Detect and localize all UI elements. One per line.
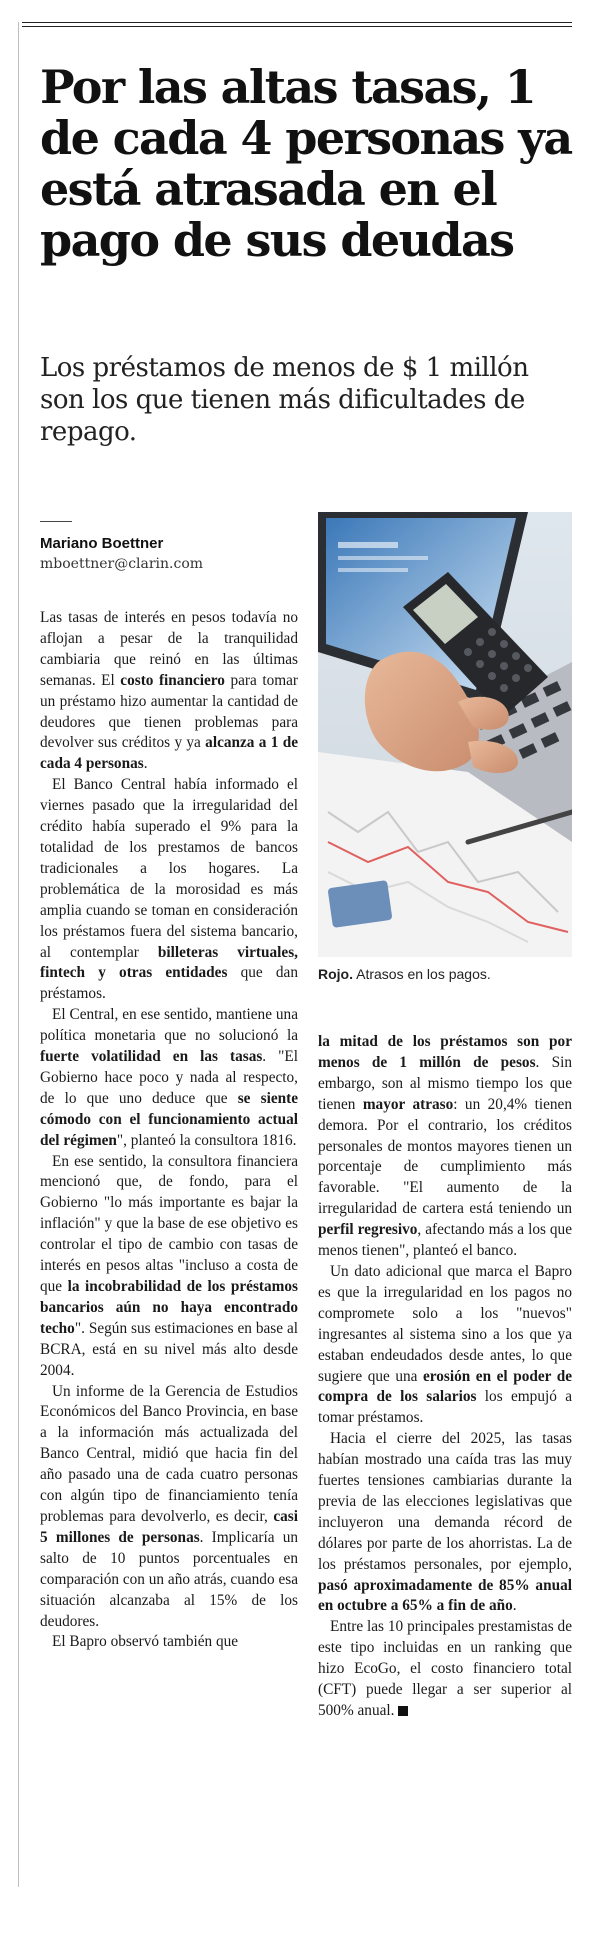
bold-text: fuerte volatilidad en las tasas (40, 1048, 263, 1066)
byline-rule (40, 521, 72, 522)
bold-text: casi 5 millones de personas (40, 1507, 298, 1546)
article-photo (318, 512, 572, 957)
bold-text: pasó aproximadamente de 85% anual en octubre a 65% a fin de año (318, 1576, 572, 1615)
text: que dan préstamos. (40, 964, 298, 1003)
text: . Sin embargo, son al mismo tiempo los que tienen (318, 1053, 572, 1113)
article-column-1 (40, 608, 298, 1653)
text: . Implicaría un salto de 10 puntos porcentuales en comparación con un año atrás, cuando esa situación alcanzaba al 15% de los deudores. (40, 1528, 299, 1630)
left-column-rule (18, 22, 19, 1887)
bold-text: erosión en el poder de compra de los salarios (318, 1367, 572, 1406)
hands-calculator-laptop-illustration (318, 512, 572, 957)
text: Entre las 10 principales prestamistas de este tipo incluidas en un ranking que hizo EcoGo, el costo financiero total (CFT) puede llegar a ser superior al 500% anual. (318, 1618, 572, 1719)
text: Las tasas de interés en pesos todavía no aflojan a pesar de la tranquilidad cambiaria que reinó en las últimas semanas. El (40, 609, 298, 689)
bold-text: se siente cómodo con el funcionamiento actual del régimen (40, 1089, 299, 1149)
author-email[interactable]: mboettner@clarin.com (40, 556, 204, 572)
text: Un informe de la Gerencia de Estudios Económicos del Banco Provincia, en base a la información más actualizada del Banco Central, midió que hacia fin del año pasado una de cada cuatro personas con algún tipo de financiamiento tenía problemas para devolverlo, es decir, (40, 1382, 298, 1525)
text: . "El Gobierno hace poco y nada al respecto, de lo que uno deduce que (40, 1048, 298, 1107)
bold-text: mayor atraso (362, 1095, 454, 1113)
text: Un dato adicional que marca el Bapro es que la irregularidad en los pagos no compromete solo a los "nuevos" ingresantes al sistema sino a los que ya estaban endeudados desde antes, lo que sugiere que una (318, 1262, 572, 1385)
text: los empujó a tomar préstamos. (318, 1388, 573, 1427)
author-name: Mariano Boettner (40, 535, 164, 552)
text: : un 20,4% tienen demora. Por el contrario, los créditos personales de montos mayores tienen un porcentaje de cumplimiento más favorable. "El aumento de la irregularidad de cartera está teniendo un (318, 1095, 572, 1218)
text: El Bapro observó también que (52, 1633, 239, 1651)
bold-text: alcanza a 1 de cada 4 personas (40, 734, 298, 773)
paragraph-2 (40, 775, 298, 1005)
bold-text: billeteras virtuales, fintech y otras entidades (40, 943, 298, 982)
bold-text: la mitad de los préstamos son por menos de 1 millón de pesos (318, 1033, 572, 1071)
text: , afectando más a los que menos tienen", planteó el banco. (318, 1221, 572, 1260)
caption-text: Atrasos en los pagos. (353, 966, 491, 982)
top-double-rule (22, 22, 572, 27)
bold-text: la incobrabilidad de los préstamos bancarios aún no haya encontrado techo (40, 1278, 298, 1337)
article-column-2 (318, 1032, 572, 1722)
paragraph-6-continued (318, 1032, 572, 1262)
paragraph-4 (40, 1152, 298, 1382)
end-of-article-mark (398, 1706, 408, 1716)
paragraph-3 (40, 1005, 298, 1151)
paragraph-6-start (40, 1632, 298, 1653)
text: . (143, 755, 148, 773)
paragraph-8 (318, 1429, 572, 1617)
headline: Por las altas tasas, 1 de cada 4 personas ya está atrasada en el pago de sus deudas (40, 60, 572, 267)
text: ", planteó la consultora 1816. (116, 1131, 297, 1149)
text: El Central, en ese sentido, mantiene una política monetaria que no solucionó la (40, 1006, 298, 1045)
text: En ese sentido, la consultora financiera mencionó que, de fondo, para el Gobierno "lo más importante es bajar la inflación" y que la base de ese objetivo es controlar el tipo de cambio con tasas de interés en pesos altas "incluso a costa de que (40, 1152, 298, 1295)
text: para tomar un préstamo hizo aumentar la cantidad de deudores que tienen problemas para devolver sus créditos y ya (40, 671, 298, 752)
paragraph-1 (40, 608, 298, 775)
paragraph-9 (318, 1617, 572, 1722)
subheadline: Los préstamos de menos de $ 1 millón son los que tienen más dificultades de repago. (40, 353, 529, 447)
text: . (512, 1597, 517, 1615)
text: Hacia el cierre del 2025, las tasas habían mostrado una caída tras las muy fuertes tensiones cambiarias durante la previa de las elecciones legislativas que incluyeron una demanda récord de dólares por parte de los ahorristas. La de los préstamos personales, por ejemplo, (318, 1430, 572, 1573)
photo-caption (318, 966, 491, 982)
bold-text: costo financiero (120, 671, 225, 689)
text: ". Según sus estimaciones en base al BCRA, está en su nivel más alto desde 2004. (40, 1319, 298, 1379)
paragraph-5 (40, 1382, 298, 1633)
text: El Banco Central había informado el viernes pasado que la irregularidad del crédito había superado el 9% para la totalidad de los prestamos de bancos tradicionales a los hogares. La problemática de la morosidad es más amplia cuando se toman en consideración los préstamos fuera del sistema bancario, al contemplar (40, 776, 298, 961)
bold-text: perfil regresivo (318, 1221, 418, 1239)
caption-lead: Rojo. (318, 966, 353, 982)
paragraph-7 (318, 1262, 572, 1429)
